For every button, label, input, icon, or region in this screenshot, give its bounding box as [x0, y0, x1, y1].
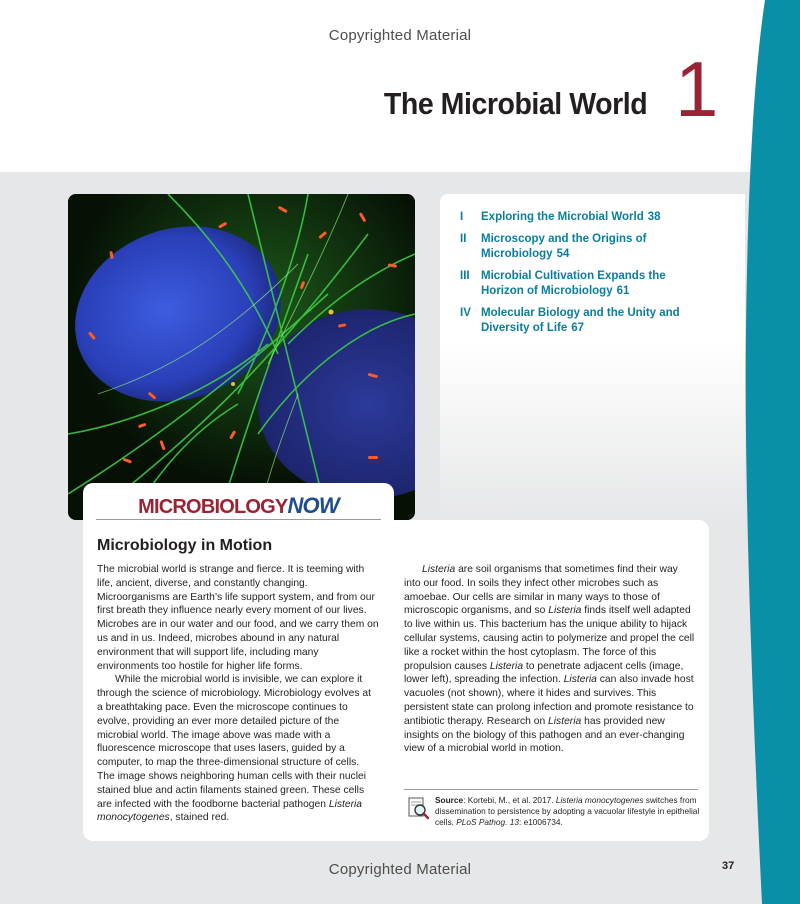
citation-journal: PLoS Pathog. 13 — [456, 816, 519, 827]
source-citation — [435, 795, 700, 827]
toc-item[interactable] — [460, 269, 745, 299]
toc-item-page: 54 — [556, 248, 570, 260]
feature-column-right — [404, 563, 696, 756]
feature-text: to penetrate adjacent cells (image, lower left), spreading the infection. — [404, 660, 684, 686]
citation-text: : e1006734. — [518, 816, 563, 827]
logo-divider — [96, 519, 381, 520]
species-name: Listeria monocytogenes — [97, 798, 363, 824]
feature-box — [83, 520, 709, 841]
toc-item-number: IV — [460, 307, 471, 319]
feature-text: finds itself well adapted to live within us. This bacterium has the unique ability to hijack cellular systems, causing actin to polymerize and propel the cell like a rocket within the host cytoplasm. The force of this propulsion causes — [404, 605, 695, 672]
species-name: Listeria — [422, 564, 456, 575]
copyright-notice-bottom: Copyrighted Material — [328, 861, 472, 878]
toc-item-number: I — [460, 211, 464, 223]
microbiology-now-tab — [83, 483, 394, 531]
feature-text: has provided new insights on the biology of this pathogen and an ever-changing view of a microbial world in motion. — [404, 715, 685, 755]
copyright-notice-top: Copyrighted Material — [328, 27, 472, 44]
species-name: Listeria — [489, 660, 524, 672]
source-label: Source — [435, 795, 464, 805]
toc-item[interactable] — [460, 232, 745, 262]
toc-item-page: 61 — [616, 285, 630, 297]
chapter-title: The Microbial World — [383, 86, 647, 121]
feature-paragraph — [404, 563, 696, 756]
feature-paragraph — [97, 673, 379, 825]
feature-text: are soil organisms that sometimes find their way into our food. In soils they infect other microbes such as amoebae. Our cells are similar in many ways to those of microscopic organisms, and so — [404, 564, 678, 617]
feature-text: , stained red. — [169, 812, 230, 824]
toc-item-number: III — [460, 270, 470, 282]
toc-item-number: II — [460, 233, 467, 245]
feature-paragraph: The microbial world is strange and fierce. It is teeming with life, ancient, diverse, and constantly changing. Microorganisms are Earth’s life support system, and from our first breath they influence nearly every moment of our lives. Microbes are in our water and our food, and we carry them on us and in us. Indeed, microbes abound in any natural environment that will support life, including many environments too hostile for higher life forms. — [97, 564, 379, 672]
citation-text: switches from dissemination to persistence by adopting a vacuolar lifestyle in epithelial cells. — [435, 795, 700, 827]
toc-item[interactable] — [460, 306, 745, 336]
feature-heading: Microbiology in Motion — [97, 537, 273, 554]
species-name: Listeria — [563, 674, 597, 686]
citation-text: : Kortebi, M., et al. 2017. — [463, 795, 556, 805]
page-number: 37 — [722, 860, 735, 872]
feature-text: can also invade host vacuoles (not shown), where it hides and survives. This persistent state can prolong infection and promote resistance to antibiotic therapy. Research on — [404, 674, 694, 727]
species-name: Listeria — [548, 605, 582, 617]
toc-item-page: 38 — [647, 211, 661, 223]
magnifier-document-icon — [407, 796, 431, 822]
microbiology-now-logo — [83, 493, 394, 519]
feature-text: While the microbial world is invisible, we can explore it through the science of microbiology. Microbiology evolves at a breathtaking pace. Even the microscope continues to evolve, providing an ever more detailed picture of the microbial world. The image above was made with a fluorescence microscope that uses lasers, guided by a computer, to map the three-dimensional structure of cells. The image shows neighboring human cells with their nuclei stained blue and actin filaments stained green. These cells are infected with the foodborne bacterial pathogen — [97, 674, 371, 810]
fluorescence-micrograph — [68, 194, 415, 520]
toc-item-page: 67 — [571, 322, 585, 334]
toc-item-title: Microbial Cultivation Expands the Horizon of Microbiology — [481, 270, 666, 297]
citation-species: Listeria monocytogenes — [555, 795, 644, 805]
logo-text-now: NOW — [287, 493, 339, 518]
logo-text-microbiology: MICROBIOLOGY — [138, 496, 288, 518]
feature-column-left — [97, 563, 379, 825]
toc-item-title: Molecular Biology and the Unity and Diversity of Life — [481, 307, 680, 334]
toc-item-title: Exploring the Microbial World — [481, 211, 644, 223]
toc-item-title: Microscopy and the Origins of Microbiology — [481, 233, 647, 260]
species-name: Listeria — [548, 715, 582, 727]
toc-item[interactable] — [460, 210, 745, 225]
chapter-contents — [440, 194, 745, 520]
chapter-number: 1 — [675, 45, 719, 133]
source-divider — [404, 789, 698, 790]
